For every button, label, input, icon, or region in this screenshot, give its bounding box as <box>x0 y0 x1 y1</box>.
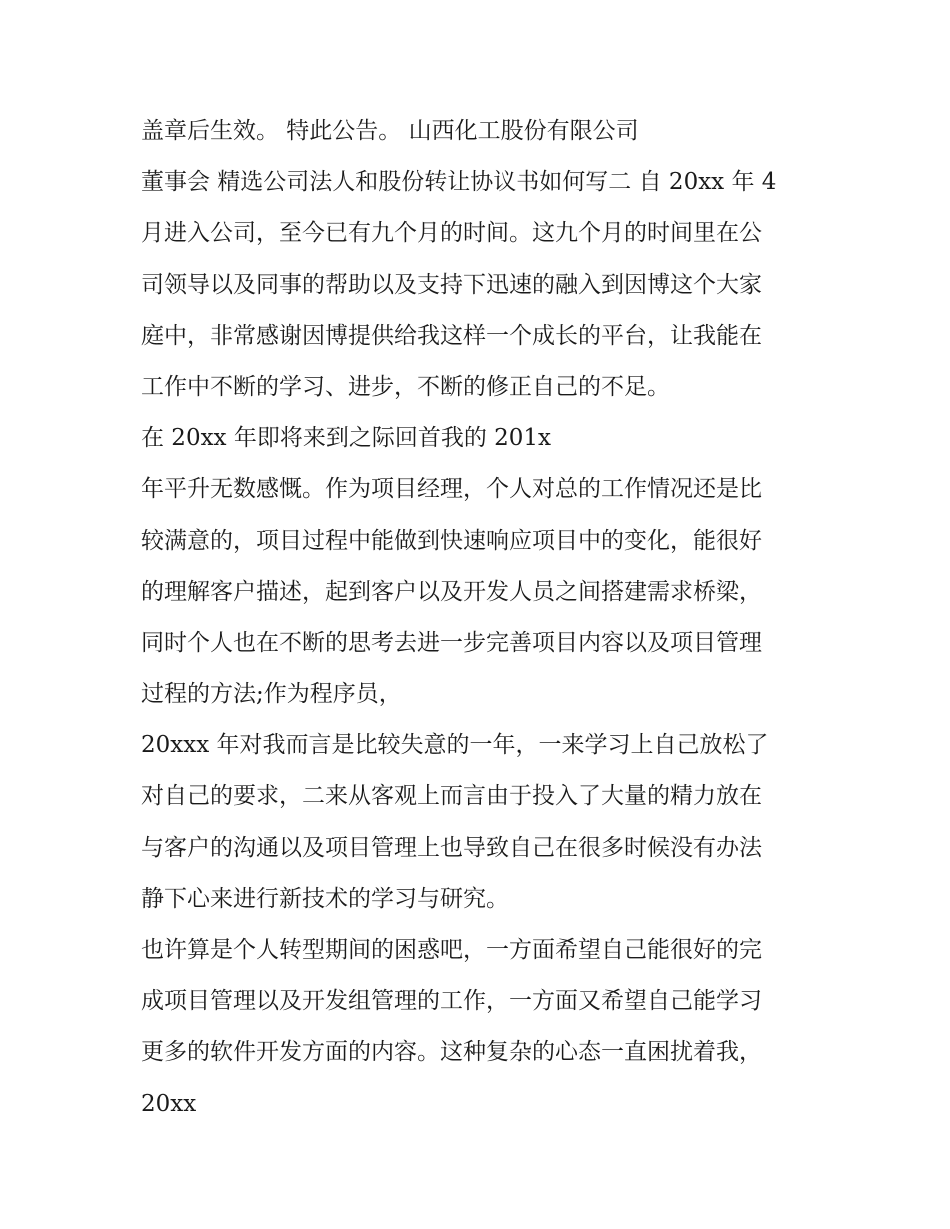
text-line: 董事会 精选公司法人和股份转让协议书如何写二 自 20xx 年 4 <box>141 169 777 196</box>
document-body <box>141 106 821 1130</box>
text-line: 的理解客户描述，起到客户以及开发人员之间搭建需求桥梁， <box>141 578 762 605</box>
text-line: 盖章后生效。 特此公告。 山西化工股份有限公司 <box>141 118 639 144</box>
text-line: 庭中，非常感谢因博提供给我这样一个成长的平台，让我能在 <box>141 322 762 349</box>
text-line: 也许算是个人转型期间的困惑吧，一方面希望自己能很好的完 <box>141 937 762 963</box>
text-line: 年平升无数感慨。作为项目经理，个人对总的工作情况还是比 <box>141 476 762 503</box>
text-line: 更多的软件开发方面的内容。这种复杂的心态一直困扰着我， <box>141 1039 762 1066</box>
text-line: 月进入公司，至今已有九个月的时间。这九个月的时间里在公 <box>141 220 762 247</box>
text-line: 较满意的，项目过程中能做到快速响应项目中的变化，能很好 <box>141 527 762 554</box>
text-line: 成项目管理以及开发组管理的工作，一方面又希望自己能学习 <box>141 988 762 1015</box>
text-line: 对自己的要求，二来从客观上而言由于投入了大量的精力放在 <box>141 783 762 810</box>
text-line: 与客户的沟通以及项目管理上也导致自己在很多时候没有办法 <box>141 834 762 861</box>
text-line: 20xxx 年对我而言是比较失意的一年，一来学习上自己放松了 <box>141 732 769 759</box>
text-line: 过程的方法;作为程序员， <box>141 681 402 708</box>
text-line: 同时个人也在不断的思考去进一步完善项目内容以及项目管理 <box>141 629 762 656</box>
text-line: 工作中不断的学习、进步，不断的修正自己的不足。 <box>141 373 670 400</box>
text-line: 20xx <box>141 1090 197 1117</box>
text-line: 静下心来进行新技术的学习与研究。 <box>141 885 509 912</box>
text-line: 在 20xx 年即将来到之际回首我的 201x <box>141 425 552 452</box>
text-line: 司领导以及同事的帮助以及支持下迅速的融入到因博这个大家 <box>141 271 762 298</box>
